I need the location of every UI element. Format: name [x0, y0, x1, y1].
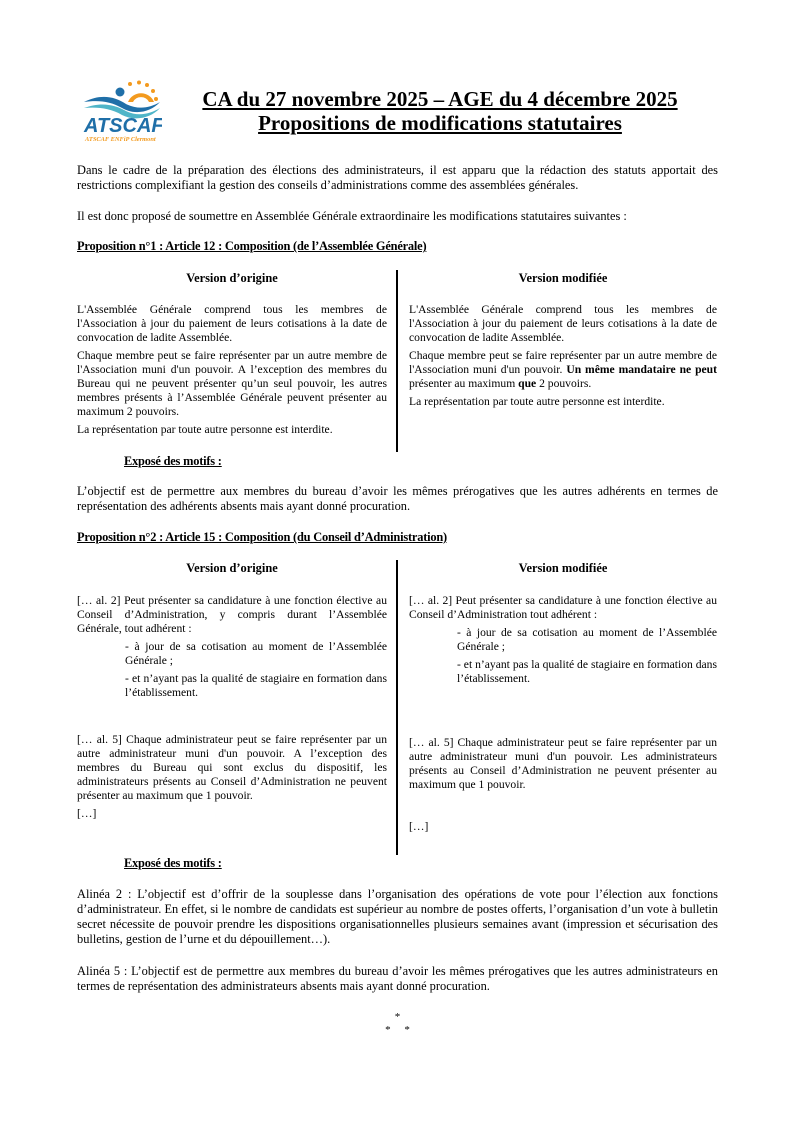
atscaf-logo: [80, 80, 162, 144]
prop2-origin-al5-text: [… al. 5] Chaque administrateur peut se faire représenter par un autre administrateur muni d'un pouvoir. A l’exception des membres du Bureau qui sont exclus du dispositif, les administrateurs présents au Conseil d’Administration ne peuvent présenter au maximum que 1 pouvoir.: [77, 733, 387, 802]
prop1-origin-p3: La représentation par toute autre personne est interdite.: [77, 423, 333, 436]
prop1-motifs-heading: Exposé des motifs :: [124, 454, 222, 468]
proposition-1-heading: Proposition n°1 : Article 12 : Composition (de l’Assemblée Générale): [77, 239, 427, 253]
prop2-origin-al2: [77, 594, 387, 704]
prop2-modified-al2-text: [… al. 2] Peut présenter sa candidature à une fonction élective au Conseil d’Administration tout adhérent :: [409, 594, 717, 621]
bold-text-run: Un même mandataire ne peut: [566, 363, 717, 376]
prop1-motifs-text: L’objectif est de permettre aux membres du bureau d’avoir les mêmes prérogatives que les autres adhérents en termes de représentation des adhérents absents mais ayant donné procuration.: [77, 484, 718, 513]
text-run: présenter au maximum: [409, 377, 519, 390]
prop2-motifs-al5: Alinéa 5 : L’objectif est de permettre aux membres du bureau d’avoir les mêmes prérogatives que les autres administrateurs en termes de représentation des administrateurs absents mais ayant donné procuration.: [77, 964, 718, 993]
prop2-origin-al5: [77, 733, 387, 825]
bold-text-run: que: [518, 377, 537, 390]
prop2-origin-bullet1: - à jour de sa cotisation au moment de l’Assemblée Générale ;: [125, 640, 387, 667]
text-run: Chaque membre peut se faire représenter par un autre membre de l'Association muni d'un pouvoir.: [409, 349, 717, 376]
column-divider: [396, 270, 398, 452]
prop2-origin-al2-text: [… al. 2] Peut présenter sa candidature à une fonction élective au Conseil d’Administration, y compris durant l’Assemblée Générale, tout adhérent :: [77, 594, 387, 635]
asterism-bottom: * *: [385, 1024, 410, 1036]
proposition-2-heading: Proposition n°2 : Article 15 : Composition (du Conseil d’Administration): [77, 530, 447, 544]
prop1-modified-p3: La représentation par toute autre personne est interdite.: [409, 395, 665, 408]
prop2-modified-bullet1: - à jour de sa cotisation au moment de l’Assemblée Générale ;: [457, 626, 717, 653]
prop1-modified-p1: L'Assemblée Générale comprend tous les membres de l'Association à jour du paiement de leurs cotisations à la date de convocation de ladite Assemblée.: [409, 303, 717, 344]
prop1-origin-header: Version d’origine: [186, 271, 278, 285]
prop1-modified-p2: [409, 349, 717, 391]
page-title-line1: CA du 27 novembre 2025 – AGE du 4 décembre 2025: [202, 87, 678, 111]
prop1-origin-cell: [77, 303, 387, 441]
intro-paragraph-2: Il est donc proposé de soumettre en Assemblée Générale extraordinaire les modifications statutaires suivantes :: [77, 209, 627, 223]
intro-paragraph-1: Dans le cadre de la préparation des élections des administrateurs, il est apparu que la rédaction des statuts apportait des restrictions complexifiant la gestion des conseils d’administrations comme des assemblées générales.: [77, 163, 718, 192]
prop2-modified-al5-text: [… al. 5] Chaque administrateur peut se faire représenter par un autre administrateur muni d'un pouvoir. Les administrateurs présents au Conseil d’Administration ne peuvent présenter au maximum que 1 pouvoir.: [409, 736, 717, 791]
asterism-top: *: [394, 1011, 401, 1023]
prop2-modified-al2: [409, 594, 717, 690]
prop2-modified-ellipsis: […]: [409, 820, 429, 833]
page-title-line2: Propositions de modifications statutaires: [258, 111, 622, 135]
prop2-modified-bullet2: - et n’ayant pas la qualité de stagiaire en formation dans l’établissement.: [457, 658, 717, 685]
prop2-motifs-al2: Alinéa 2 : L’objectif est d’offrir de la souplesse dans l’organisation des opérations de vote pour l’élection aux fonctions d’administrateur. En effet, si le nombre de candidats est supérieur au nombre de postes offerts, l’organisation d’un vote à bulletin secret nécessite de pouvoir prendre les dispositions organisationnelles plusieurs semaines avant (impression et sécurisation des bulletins, gestion de l’urne et du dépouillement…).: [77, 887, 718, 946]
prop2-origin-ellipsis: […]: [77, 807, 97, 820]
prop1-origin-p2: Chaque membre peut se faire représenter par un autre membre de l'Association muni d'un pouvoir. A l’exception des membres du Bureau qui ne peuvent présenter qu’un seul pouvoir, les autres membres présents à l’Assemblée Générale peuvent présenter au maximum 2 pouvoirs.: [77, 349, 387, 418]
prop1-origin-p1: L'Assemblée Générale comprend tous les membres de l'Association à jour du paiement de leurs cotisations à la date de convocation de ladite Assemblée.: [77, 303, 387, 344]
prop1-modified-header: Version modifiée: [518, 271, 608, 285]
logo-graphic-icon: [80, 80, 162, 144]
prop2-modified-al5: [409, 736, 717, 796]
column-divider: [396, 560, 398, 855]
text-run: 2 pouvoirs.: [536, 377, 592, 390]
svg-text:ATSCAF: ATSCAF: [84, 115, 162, 137]
svg-text:ATSCAF ENFiP Clermont: ATSCAF ENFiP Clermont: [85, 136, 156, 143]
prop2-motifs-heading: Exposé des motifs :: [124, 856, 222, 870]
prop2-origin-bullet2: - et n’ayant pas la qualité de stagiaire en formation dans l’établissement.: [125, 672, 387, 699]
prop1-modified-cell: [409, 303, 717, 413]
prop2-origin-header: Version d’origine: [186, 561, 278, 575]
prop2-modified-header: Version modifiée: [518, 561, 608, 575]
